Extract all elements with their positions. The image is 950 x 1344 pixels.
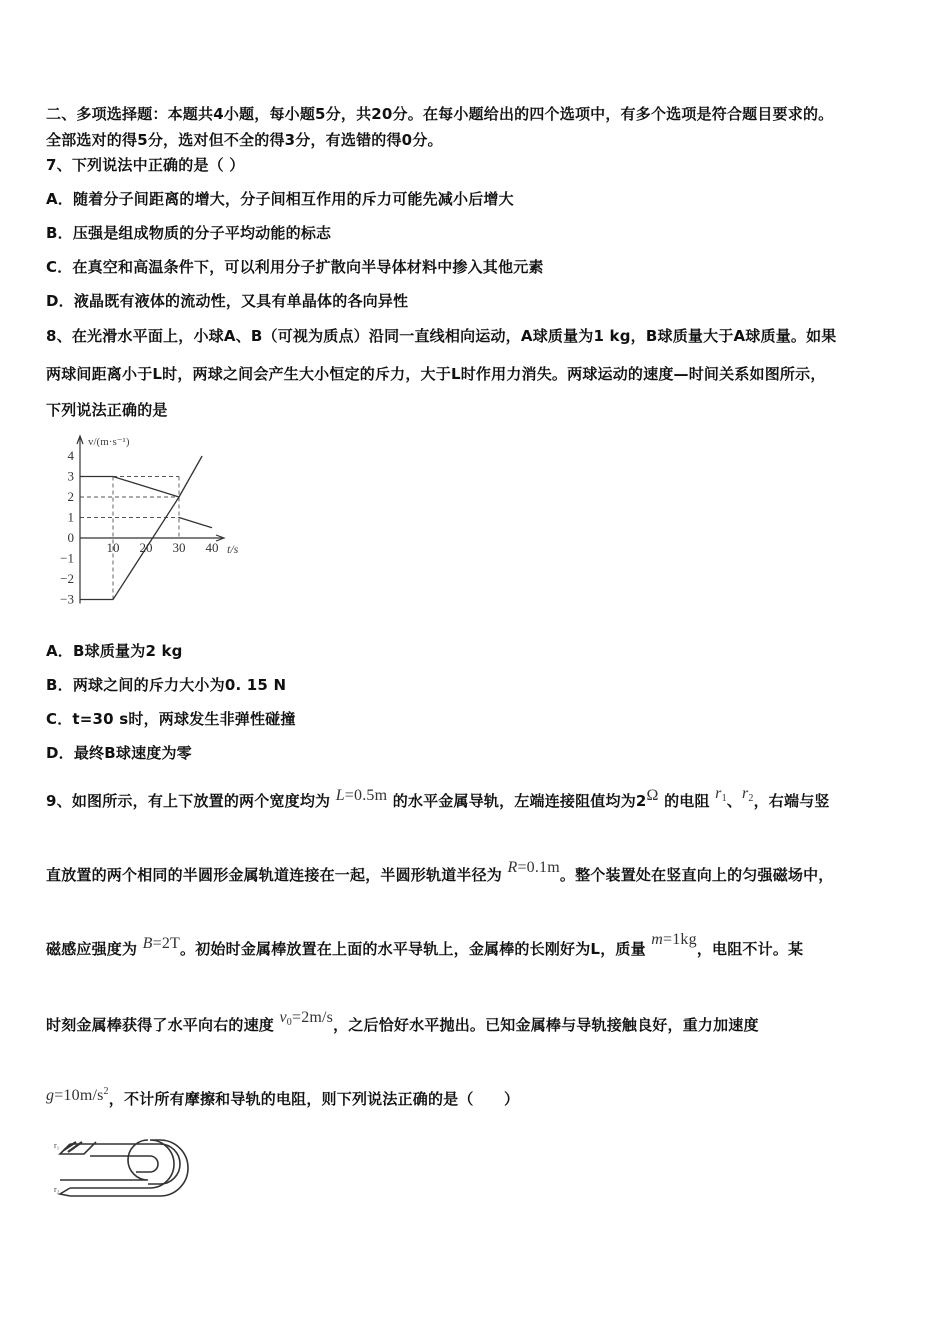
upper-rail-inner	[90, 1156, 158, 1172]
q8-option-c: C．t=30 s时，两球发生非弹性碰撞	[46, 710, 296, 728]
q8-option-d: D．最终B球速度为零	[46, 744, 192, 762]
q9-stem-line5	[46, 1088, 519, 1109]
q9-stem-line3	[46, 931, 804, 959]
section-scoring: 全部选对的得5分，选对但不全的得3分，有选错的得0分。	[46, 131, 443, 149]
q9-stem-line4	[46, 1009, 759, 1036]
exponent-g: 2	[103, 1086, 109, 1097]
y-tick--3: −3	[60, 591, 74, 607]
q9-text-3b: 。初始时金属棒放置在上面的水平导轨上，金属棒的长刚好为L，质量	[180, 940, 646, 958]
x-tick-40: 40	[205, 540, 219, 555]
rail-diagram	[50, 1130, 200, 1210]
series-B-after	[179, 456, 202, 497]
value-v: =2m/s	[291, 1009, 334, 1026]
symbol-v: v	[279, 1009, 287, 1026]
formula-mass	[651, 931, 697, 948]
q7-option-b: B．压强是组成物质的分子平均动能的标志	[46, 224, 332, 242]
q9-stem-line1	[46, 785, 830, 812]
y-tick--2: −2	[60, 571, 74, 586]
q8-stem-line2: 两球间距离小于L时，两球之间会产生大小恒定的斥力，大于L时作用力消失。两球运动的速度—时间关系如图所示，	[46, 365, 826, 383]
symbol-L: L	[335, 787, 345, 804]
symbol-g: g	[46, 1087, 55, 1104]
q8-option-b: B．两球之间的斥力大小为0. 15 N	[46, 676, 287, 694]
series-A-before	[80, 477, 179, 498]
section-title: 二、多项选择题：本题共4小题，每小题5分，共20分。在每小题给出的四个选项中，有多个选项是符合题目要求的。	[46, 105, 834, 123]
symbol-R: R	[507, 859, 518, 876]
chart-series	[80, 456, 212, 600]
q9-stem-line2	[46, 859, 834, 885]
q7-option-a: A．随着分子间距离的增大，分子间相互作用的斥力可能先减小后增大	[46, 190, 514, 208]
q9-text-4a: 时刻金属棒获得了水平向右的速度	[46, 1016, 275, 1034]
q9-text-1a: 9、如图所示，有上下放置的两个宽度均为	[46, 792, 331, 810]
value-m: =1kg	[663, 931, 697, 948]
q9-text-1c: 的电阻	[664, 792, 710, 810]
q9-text-3a: 磁感应强度为	[46, 940, 138, 958]
y-tick-3: 3	[67, 468, 74, 484]
value-L: =0.5m	[344, 787, 388, 804]
chart-tick-labels	[60, 448, 218, 607]
subscript-r1: 1	[721, 793, 727, 804]
chart-y-axis-label: v/(m·s⁻¹)	[88, 436, 130, 448]
q9-text-4b: ，之后恰好水平抛出。已知金属棒与导轨接触良好，重力加速度	[333, 1016, 759, 1034]
subscript-r2: 2	[748, 793, 754, 804]
formula-field	[143, 935, 180, 952]
q8-stem-line1: 8、在光滑水平面上，小球A、B（可视为质点）沿同一直线相向运动，A球质量为1 kg，B球质量大于A球质量。如果	[46, 327, 837, 345]
value-g: =10m/s	[54, 1087, 104, 1104]
value-R: =0.1m	[517, 859, 560, 876]
q7-option-c: C．在真空和高温条件下，可以利用分子扩散向半导体材料中掺入其他元素	[46, 258, 544, 276]
q8-stem-line3: 下列说法正确的是	[46, 401, 168, 419]
series-A-after	[179, 518, 212, 528]
symbol-m: m	[651, 931, 663, 948]
semicircle-track	[60, 1140, 148, 1180]
upper-rail	[70, 1144, 180, 1184]
formula-gravity	[46, 1087, 109, 1104]
x-tick-10: 10	[106, 540, 120, 555]
value-B: =2T	[152, 935, 181, 952]
formula-r1	[715, 785, 727, 802]
q9-text-2b: 。整个装置处在竖直向上的匀强磁场中，	[559, 866, 834, 884]
q9-text-1e: ，右端与竖	[753, 792, 830, 810]
y-tick-4: 4	[67, 448, 74, 463]
symbol-r1: r	[715, 785, 722, 802]
formula-velocity	[279, 1009, 333, 1026]
x-tick-20: 20	[139, 540, 153, 555]
chart-x-axis-label: t/s	[227, 542, 239, 556]
formula-radius	[507, 859, 559, 876]
q7-option-d: D．液晶既有液体的流动性，又具有单晶体的各向异性	[46, 292, 409, 310]
resistor-r1-icon	[64, 1142, 82, 1152]
formula-width	[336, 787, 388, 804]
symbol-ohm: Ω	[646, 787, 659, 804]
resistor-r2-icon	[60, 1188, 70, 1196]
subscript-v0: 0	[286, 1017, 292, 1028]
y-tick--1: −1	[60, 550, 74, 566]
q9-text-5b: ，不计所有摩擦和导轨的电阻，则下列说法正确的是（ ）	[108, 1090, 520, 1108]
q9-text-3c: ，电阻不计。某	[696, 940, 804, 958]
x-tick-30: 30	[172, 540, 186, 555]
series-B-before	[80, 497, 179, 600]
label-r2: r₂	[54, 1185, 60, 1194]
symbol-r2: r	[741, 785, 749, 802]
q8-option-a: A．B球质量为2 kg	[46, 642, 183, 660]
chart-axes	[77, 436, 224, 604]
y-tick-2: 2	[67, 489, 74, 504]
label-r1: r₁	[54, 1141, 60, 1150]
velocity-time-chart	[40, 430, 260, 615]
q9-text-1d: 、	[726, 792, 742, 810]
y-tick-0: 0	[67, 530, 74, 545]
q9-text-1b: 的水平金属导轨，左端连接阻值均为2	[392, 792, 647, 810]
symbol-B: B	[142, 935, 153, 952]
q7-stem: 7、下列说法中正确的是（ ）	[46, 156, 245, 174]
q9-text-2a: 直放置的两个相同的半圆形金属轨道连接在一起，半圆形轨道半径为	[46, 866, 503, 884]
y-tick-1: 1	[67, 509, 74, 525]
formula-r2	[742, 785, 754, 802]
